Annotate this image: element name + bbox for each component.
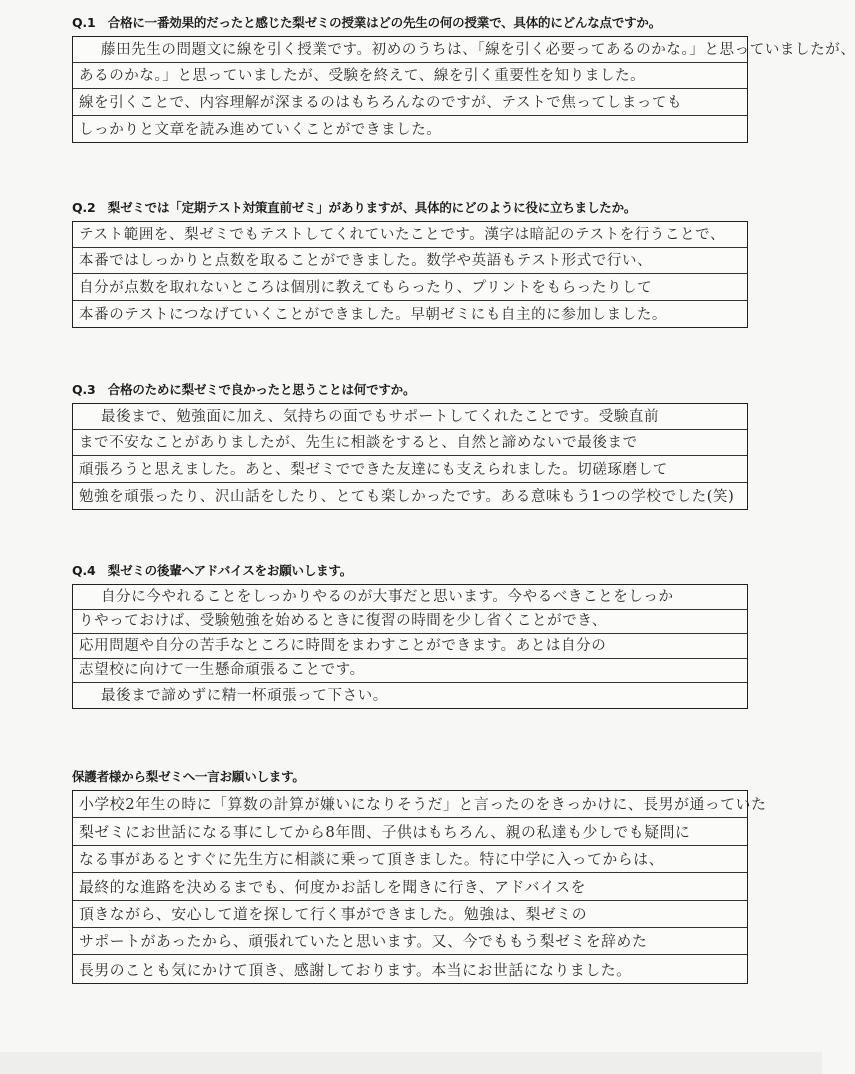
answer-line: なる事があるとすぐに先生方に相談に乗って頂きました。特に中学に入ってからは、 (73, 846, 747, 873)
question-1-section (72, 13, 855, 143)
question-4-section (72, 561, 748, 709)
answer-line: 長男のことも気にかけて頂き、感謝しております。本当にお世話になりました。 (79, 961, 632, 979)
answer-line: りやっておけば、受験勉強を始めるときに復習の時間を少し省くことができ、 (73, 610, 747, 635)
answer-line: 自分に今やれることをしっかりやるのが大事だと思います。今やるべきことをしっか (73, 585, 747, 610)
answer-line: 応用問題や自分の苦手なところに時間をまわすことができます。あとは自分の (73, 634, 747, 659)
answer-line: しっかりと文章を読み進めていくことができました。 (79, 121, 442, 138)
question-4-answer-box (72, 584, 748, 709)
question-3-answer-box (72, 403, 748, 510)
answer-line: 勉強を頑張ったり、沢山話をしたり、とても楽しかったです。ある意味もう1つの学校でした(笑) (79, 488, 735, 505)
answer-line: テスト範囲を、梨ゼミでもテストしてくれていたことです。漢字は暗記のテストを行うことで、 (73, 222, 747, 248)
scan-edge-mark (0, 1052, 822, 1074)
parent-comment-title: 保護者様から梨ゼミへ一言お願いします。 (72, 769, 305, 784)
answer-line: 頂きながら、安心して道を探して行く事ができました。勉強は、梨ゼミの (73, 901, 747, 928)
answer-line: 本番のテストにつなげていくことができました。早朝ゼミにも自主的に参加しました。 (79, 306, 668, 323)
question-1-answer-box (72, 36, 855, 143)
answer-line: 線を引くことで、内容理解が深まるのはもちろんなのですが、テストで焦ってしまっても (73, 89, 747, 115)
answer-line: 志望校に向けて一生懸命頑張ることです。 (73, 659, 747, 684)
answer-line: 藤田先生の問題文に線を引く授業です。初めのうちは、「線を引く必要ってあるのかな。」と思っていましたが、 (73, 37, 747, 63)
parent-comment-box (72, 790, 767, 984)
answer-line: 最後まで、勉強面に加え、気持ちの面でもサポートしてくれたことです。受験直前 (73, 404, 747, 430)
question-4-title: Q.4 梨ゼミの後輩へアドバイスをお願いします。 (72, 563, 353, 578)
answer-line: サポートがあったから、頑張れていたと思います。又、今でももう梨ゼミを辞めた (73, 928, 747, 955)
question-3-title: Q.3 合格のために梨ゼミで良かったと思うことは何ですか。 (72, 382, 416, 397)
answer-line: 最終的な進路を決めるまでも、何度かお話しを聞きに行き、アドバイスを (73, 873, 747, 900)
answer-line: 最後まで諦めずに精一杯頑張って下さい。 (101, 687, 388, 704)
answer-line: 本番ではしっかりと点数を取ることができました。数学や英語もテスト形式で行い、 (73, 248, 747, 274)
answer-line: 頑張ろうと思えました。あと、梨ゼミでできた友達にも支えられました。切磋琢磨して (73, 456, 747, 482)
answer-line: あるのかな。」と思っていましたが、受験を終えて、線を引く重要性を知りました。 (73, 63, 747, 89)
question-2-answer-box (72, 221, 748, 328)
answer-line: 小学校2年生の時に「算数の計算が嫌いになりそうだ」と言ったのをきっかけに、長男が通っていた (73, 791, 747, 818)
answer-line: 梨ゼミにお世話になる事にしてから8年間、子供はもちろん、親の私達も少しでも疑問に (73, 818, 747, 845)
question-2-title: Q.2 梨ゼミでは「定期テスト対策直前ゼミ」がありますが、具体的にどのように役に立ちましたか。 (72, 200, 637, 215)
answer-line: まで不安なことがありましたが、先生に相談をすると、自然と諦めないで最後まで (73, 430, 747, 456)
question-1-title: Q.1 合格に一番効果的だったと感じた梨ゼミの授業はどの先生の何の授業で、具体的にどんな点ですか。 (72, 15, 662, 30)
question-3-section (72, 380, 748, 510)
answer-line: 自分が点数を取れないところは個別に教えてもらったり、プリントをもらったりして (73, 274, 747, 300)
parent-comment-section (72, 767, 767, 984)
question-2-section (72, 198, 748, 328)
